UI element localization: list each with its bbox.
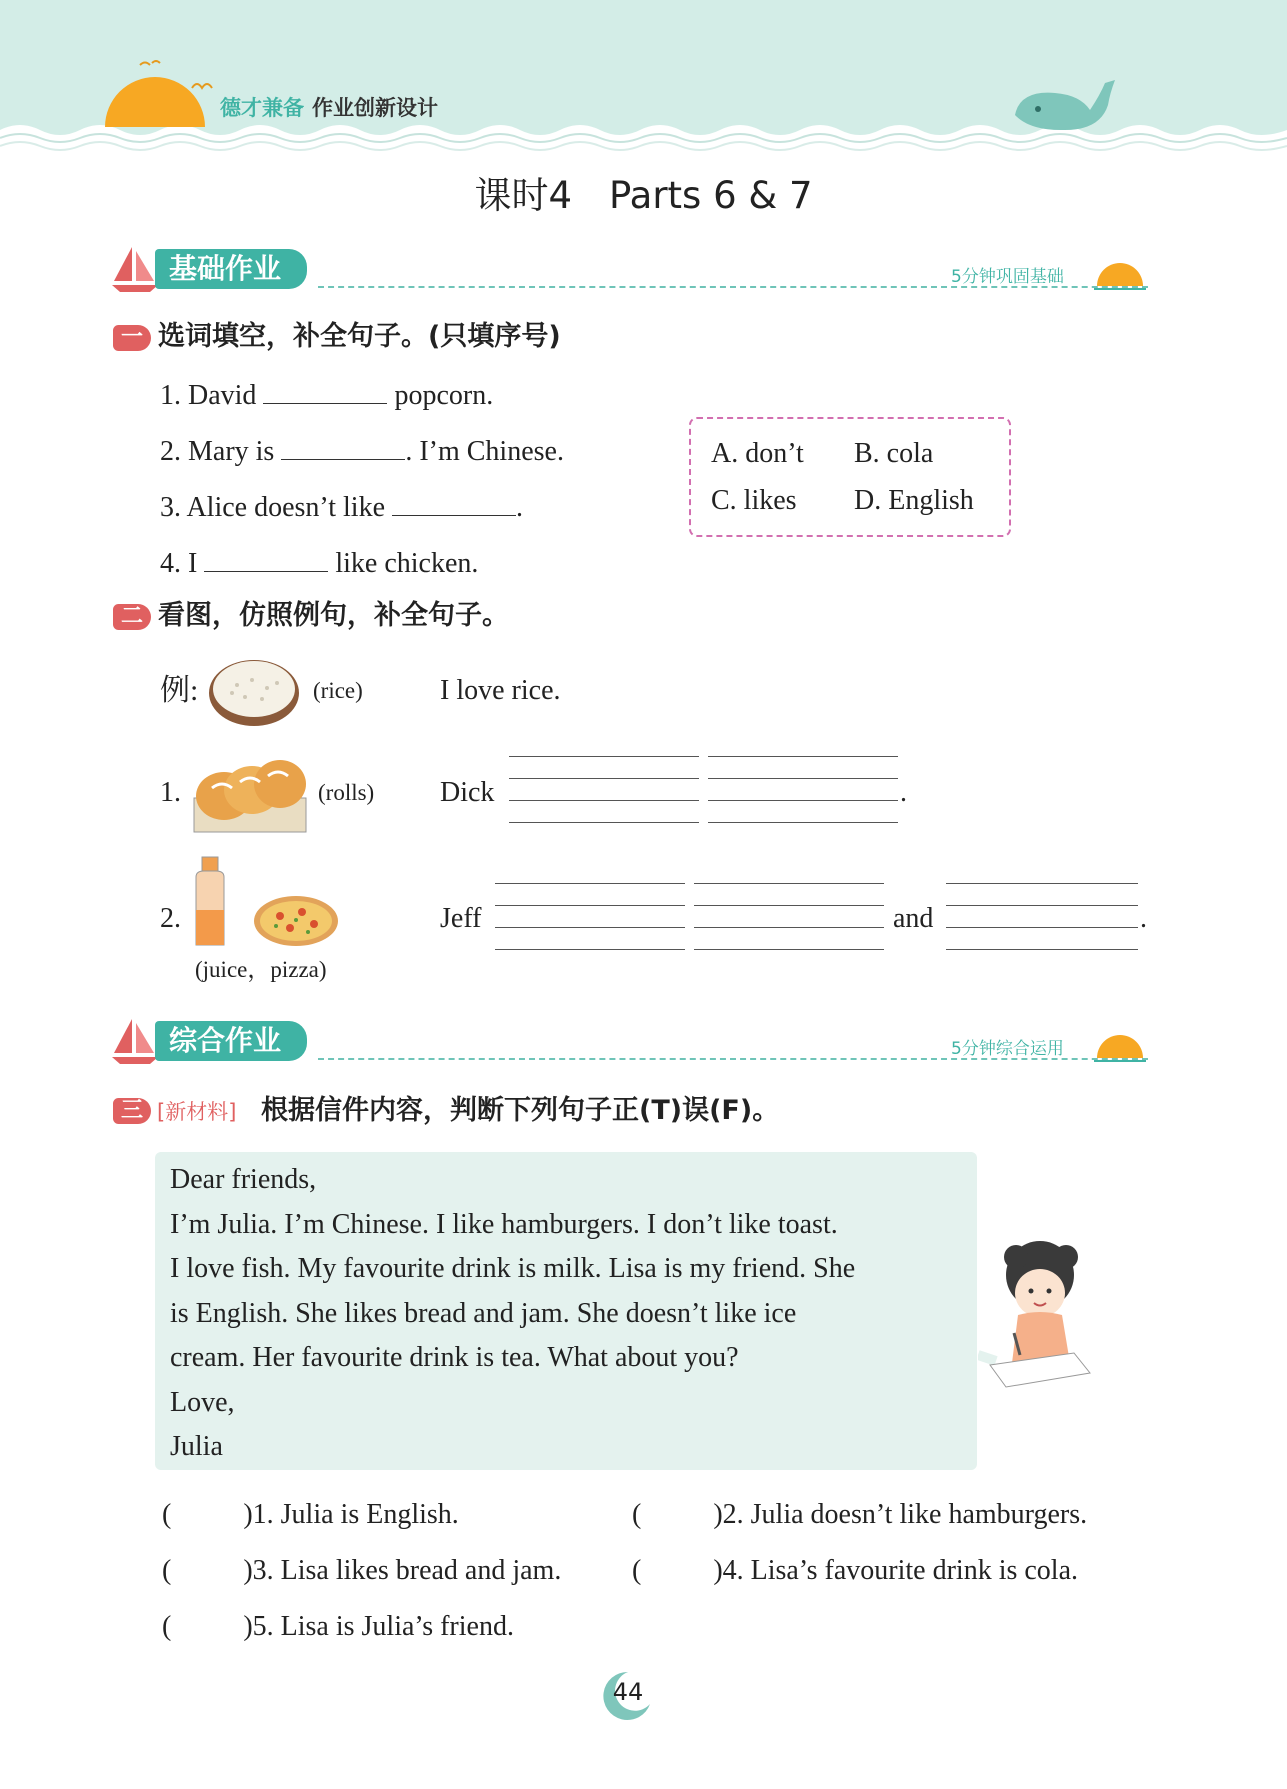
letter-line: I’m Julia. I’m Chinese. I like hamburgers. I don’t like toast. xyxy=(170,1208,838,1240)
answer-blank[interactable] xyxy=(204,545,328,572)
q2-item-1-number: 1. xyxy=(160,777,181,808)
q1-item-3: 3. Alice doesn’t like . xyxy=(160,489,523,525)
sun-icon xyxy=(1092,1024,1148,1064)
example-sentence: I love rice. xyxy=(440,675,561,706)
q2-item-2-hint: (juice，pizza) xyxy=(195,957,327,982)
q2-item-2-subject: Jeff xyxy=(440,903,482,934)
tf-statement-3: ( )3. Lisa likes bread and jam. xyxy=(162,1555,562,1586)
answer-blank[interactable] xyxy=(263,377,387,404)
tf-statement-5: ( )5. Lisa is Julia’s friend. xyxy=(162,1611,514,1642)
word-bank xyxy=(689,417,1011,537)
conjunction: and xyxy=(893,903,934,934)
q1-item-2: 2. Mary is . I’m Chinese. xyxy=(160,433,564,469)
letter-line: is English. She likes bread and jam. She doesn’t like ice xyxy=(170,1297,797,1329)
section-comprehensive-tip: 5分钟综合运用 xyxy=(951,1039,1064,1059)
sun-icon xyxy=(1092,252,1148,292)
q1-item-4: 4. I like chicken. xyxy=(160,545,478,581)
question-title: 选词填空，补全句子。(只填序号) xyxy=(158,321,561,352)
q2-item-1-subject: Dick xyxy=(440,777,495,808)
example-label: 例: xyxy=(160,674,199,707)
new-material-tag: [新材料] xyxy=(157,1100,237,1124)
page-title: 课时4 Parts 6 & 7 xyxy=(474,174,813,217)
rolls-image xyxy=(192,748,310,834)
answer-blank[interactable] xyxy=(281,433,405,460)
word-option: A. don’t xyxy=(711,438,804,469)
sailboat-icon xyxy=(110,1017,160,1065)
question-badge: 二 xyxy=(113,604,151,630)
question-title: 看图，仿照例句，补全句子。 xyxy=(158,600,509,631)
whale-icon xyxy=(1010,75,1120,135)
word-option: B. cola xyxy=(854,438,934,469)
writing-line[interactable] xyxy=(946,883,1138,955)
section-comprehensive-label: 综合作业 xyxy=(155,1021,307,1061)
q2-item-1-hint: (rolls) xyxy=(318,780,375,805)
letter-greeting: Dear friends, xyxy=(170,1164,317,1195)
tf-statement-1: ( )1. Julia is English. xyxy=(162,1499,459,1530)
letter-closing: Love, xyxy=(170,1386,235,1418)
answer-blank[interactable] xyxy=(392,489,516,516)
pizza-image xyxy=(252,894,340,948)
rice-bowl-image xyxy=(207,655,302,730)
letter-text xyxy=(170,1158,956,1470)
sentence-end: . xyxy=(1140,903,1147,934)
word-option: D. English xyxy=(854,485,974,516)
question-title: 根据信件内容，判断下列句子正(T)误(F)。 xyxy=(261,1095,780,1126)
q1-item-1: 1. David popcorn. xyxy=(160,377,493,413)
sentence-end: . xyxy=(900,777,907,808)
tf-statement-4: ( )4. Lisa’s favourite drink is cola. xyxy=(632,1555,1079,1586)
writing-line[interactable] xyxy=(509,756,699,828)
page-number: 44 xyxy=(612,1678,644,1706)
q2-item-2-number: 2. xyxy=(160,903,181,934)
juice-bottle-image xyxy=(190,855,230,950)
example-hint: (rice) xyxy=(313,678,363,703)
question-badge: 一 xyxy=(113,325,151,351)
bird-icon xyxy=(190,78,214,94)
girl-writing-image xyxy=(978,1235,1108,1395)
header-brand: 德才兼备 作业创新设计 xyxy=(220,96,438,120)
letter-line: cream. Her favourite drink is tea. What about you? xyxy=(170,1342,739,1373)
section-basic-label: 基础作业 xyxy=(155,249,307,289)
writing-line[interactable] xyxy=(694,883,884,955)
tf-statement-2: ( )2. Julia doesn’t like hamburgers. xyxy=(632,1499,1088,1530)
writing-line[interactable] xyxy=(708,756,898,828)
question-badge: 三 xyxy=(113,1098,151,1124)
sailboat-icon xyxy=(110,245,160,293)
letter-line: I love fish. My favourite drink is milk. Lisa is my friend. She xyxy=(170,1253,856,1284)
letter-signature: Julia xyxy=(170,1431,223,1462)
section-basic-tip: 5分钟巩固基础 xyxy=(951,267,1064,287)
word-option: C. likes xyxy=(711,485,797,516)
writing-line[interactable] xyxy=(495,883,685,955)
